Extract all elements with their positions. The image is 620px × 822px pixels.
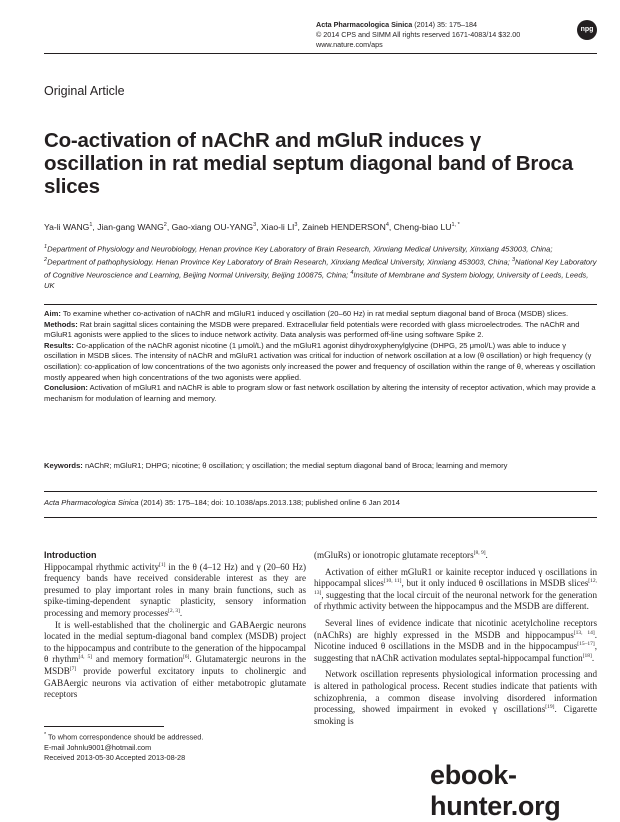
citation-line — [44, 498, 597, 509]
body-text: , suggesting that nAChR activation modulates septal-hippocampal function — [314, 641, 597, 663]
citation-journal: Acta Pharmacologica Sinica — [44, 498, 139, 507]
body-text: Several lines of evidence indicate that nicotinic acetylcholine receptors (nAChRs) are highly expressed in the MSDB and hippocampus — [314, 617, 597, 640]
author-name: Cheng-biao LU — [393, 221, 452, 232]
body-text: and memory formation — [92, 654, 183, 665]
journal-header — [316, 20, 576, 50]
body-text: . — [179, 607, 183, 618]
article-title: Co-activation of nAChR and mGluR induces γ oscillation in rat medial septum diagonal band of Broca slices — [44, 129, 573, 198]
correspondence-text: To whom correspondence should be addressed. — [46, 732, 204, 742]
reference-citation: [1] — [159, 561, 166, 568]
journal-citation: (2014) 35: 175–184 — [414, 20, 478, 29]
abstract-aim — [44, 309, 597, 320]
author-name: Ya-li WANG — [44, 221, 90, 232]
journal-copyright: © 2014 CPS and SIMM All rights reserved 1671-4083/14 $32.00 — [316, 30, 521, 39]
body-left-column — [44, 550, 306, 701]
reference-citation: [10, 11] — [383, 578, 402, 585]
author-sup: 3 — [253, 222, 257, 228]
npg-logo: npg — [577, 20, 597, 40]
author-sup: 1 — [89, 222, 93, 228]
citation-rule — [44, 517, 597, 518]
body-paragraph — [314, 618, 597, 664]
body-text: Hippocampal rhythmic activity — [44, 561, 160, 572]
correspondence-note — [44, 730, 306, 743]
affiliation-text: National Key Laboratory of Cognitive Neuroscience and Learning, Beijing Normal University, Beijing 100875, China; — [44, 257, 597, 280]
header-rule — [44, 53, 597, 54]
body-text: Activation of either mGluR1 or kainite receptor induced γ oscillations in hippocampal slices — [314, 566, 597, 589]
author-sup: 4 — [385, 222, 389, 228]
author-sup: 1, * — [451, 222, 460, 228]
author-name: Gao-xiang OU-YANG — [171, 221, 254, 232]
author-sup: 2 — [163, 222, 167, 228]
reference-citation: [6] — [182, 654, 190, 661]
reference-citation: [7] — [69, 665, 77, 672]
author-name: Xiao-li LI — [260, 221, 295, 232]
affiliation-text: Department of pathophysiology. Henan Province Key Laboratory of Brain Research, Xinxiang Medical University, Xinxiang 453003, China; — [47, 257, 512, 267]
keywords-rule — [44, 491, 597, 492]
author-name: Zaineb HENDERSON — [302, 221, 386, 232]
abstract-results — [44, 341, 597, 383]
results-text: Co-application of the nAChR agonist nicotine (1 μmol/L) and the mGluR1 agonist dihydroxyphenylglycine (DHPG, 25 μmol/L) was able to induce γ oscillation in MSDB slices. The intensity of nAChR and mGluR1 activation was critical for induction of network oscillation at a low (θ oscillation) or high frequency (γ oscillation): co-application of low concentrations of the two agonists only increased the power and frequency of oscillation within the range of θ, whereas γ oscillation mostly appeared when high concentrations of the two agonists were applied. — [44, 340, 596, 382]
keywords — [44, 461, 597, 472]
reference-citation: [2, 3] — [168, 607, 180, 614]
body-text: . Glutamatergic neurons in the MSDB — [44, 654, 306, 676]
body-paragraph — [314, 550, 597, 562]
conclusion-label: Conclusion: — [44, 383, 88, 393]
affiliation-sup: 3 — [511, 256, 516, 263]
received-accepted: Received 2013-05-30 Accepted 2013-08-28 — [44, 753, 186, 763]
affiliation-text: Department of Physiology and Neurobiology, Henan province Key Laboratory of Brain Research, Xinxiang Medical University, Xinxiang 453003, China; — [47, 244, 553, 254]
body-text: (mGluRs) or ionotropic glutamate receptors — [314, 550, 474, 560]
body-text: . — [485, 550, 488, 560]
reference-citation: [12, 13] — [314, 578, 598, 596]
aim-label: Aim: — [44, 309, 61, 318]
abstract-top-rule — [44, 304, 597, 305]
body-right-column — [314, 550, 597, 727]
abstract-methods — [44, 320, 597, 341]
footnote-star: * — [44, 732, 47, 738]
body-text: Network oscillation represents physiological information processing and is altered in pathological process. Recent studies indicate that patients with schizophrenia, a common disease involving disordered information processing, showed impairment in evoked γ oscillations — [314, 669, 597, 715]
conclusion-text: Activation of mGluR1 and nAChR is able to program slow or fast network oscillation by altering the intensity of receptor activation, which may provide a mechanism for modulation of learning and memory. — [44, 383, 596, 403]
reference-citation: [18] — [582, 652, 592, 659]
body-paragraph — [314, 669, 597, 727]
reference-citation: [8, 9] — [473, 549, 486, 556]
aim-text: To examine whether co-activation of nAChR and mGluR1 induced γ oscillation (20–60 Hz) in rat medial septum diagonal band of Broca (MSDB) slices. — [60, 309, 569, 318]
body-text: , but it only induced θ oscillations in MSDB slices — [401, 578, 589, 589]
body-text: . — [591, 652, 595, 663]
methods-label: Methods: — [44, 319, 78, 329]
body-text: provide powerful excitatory inputs to cholinergic and GABAergic neurons via activation of either metabotropic glutamate receptors — [44, 665, 306, 700]
reference-citation: [19] — [545, 704, 555, 711]
correspondence-email[interactable]: E-mail Johnlu9001@hotmail.com — [44, 742, 152, 752]
body-paragraph — [314, 567, 597, 613]
author-list: Ya-li WANG$^1$, Jian-gang WANG$^2$, Gao-xiang OU-YANG$^3$, Xiao-li $LI^3$, Zaineb HENDERSON$^4$, Cheng-biao $LU^{1, *}$ — [44, 221, 460, 232]
body-text: . Nicotine induced θ oscillations in the MSDB and in the hippocampus — [314, 629, 597, 652]
citation-text: (2014) 35: 175–184; doi: 10.1038/aps.2013.138; published online 6 Jan 2014 — [138, 498, 400, 507]
body-text: . Cigarette smoking is — [314, 704, 597, 726]
footnote-rule — [44, 726, 164, 727]
abstract-conclusion — [44, 383, 597, 404]
body-text: in the θ (4–12 Hz) and γ (20–60 Hz) frequency bands have received considerable interest as they are presumed to play important roles in many brain functions, such as spike-timing-dependent synaptic plasticity, sensory information processing and memory processes — [44, 561, 306, 618]
results-label: Results: — [44, 340, 74, 350]
keywords-label: Keywords: — [44, 461, 83, 470]
footnote — [44, 730, 306, 764]
keywords-text: nAChR; mGluR1; DHPG; nicotine; θ oscillation; γ oscillation; the medial septum diagonal band of Broca; learning and memory — [82, 461, 508, 470]
body-text: It is well-established that the cholinergic and GABAergic neurons located in the medial septum-diagonal band complex (MSDB) project to the hippocampus and contribute to the generation of the hippocampal θ rhythm — [44, 619, 306, 665]
reference-citation: [13, 14] — [573, 629, 595, 636]
affiliation-sup: 1 — [44, 244, 48, 250]
affiliation-text: Insitute of Membrane and System biology, University of Leeds, Leeds, UK — [44, 270, 589, 291]
affiliation-sup: 2 — [44, 256, 48, 263]
methods-text: Rat brain sagittal slices containing the MSDB were prepared. Extracellular field potentials were recorded with glass microelectrodes. The nAChR and mGluR1 agonists were applied to the slices to induce network activity. Data analysis was performed off-line using software Spike 2. — [44, 319, 580, 340]
affiliation-sup: 4 — [350, 269, 354, 276]
section-heading-introduction: Introduction — [44, 550, 97, 560]
article-type: Original Article — [44, 84, 125, 98]
author-sup: 3 — [294, 222, 298, 228]
journal-name: Acta Pharmacologica Sinica — [316, 20, 413, 29]
body-paragraph — [44, 620, 306, 701]
reference-citation: [15–17] — [577, 641, 595, 648]
body-paragraph — [44, 562, 306, 620]
journal-url[interactable]: www.nature.com/aps — [316, 40, 383, 49]
affiliations — [44, 242, 597, 292]
watermark-text: ebook-hunter.org — [430, 760, 561, 821]
author-name: Jian-gang WANG — [97, 221, 164, 232]
body-text: , suggesting that the local circuit of the neuronal network for the generation of rhythmic activity between the hippocampus and the MSDB are different. — [314, 589, 597, 612]
reference-citation: [4, 5] — [78, 654, 93, 661]
abstract — [44, 309, 597, 404]
